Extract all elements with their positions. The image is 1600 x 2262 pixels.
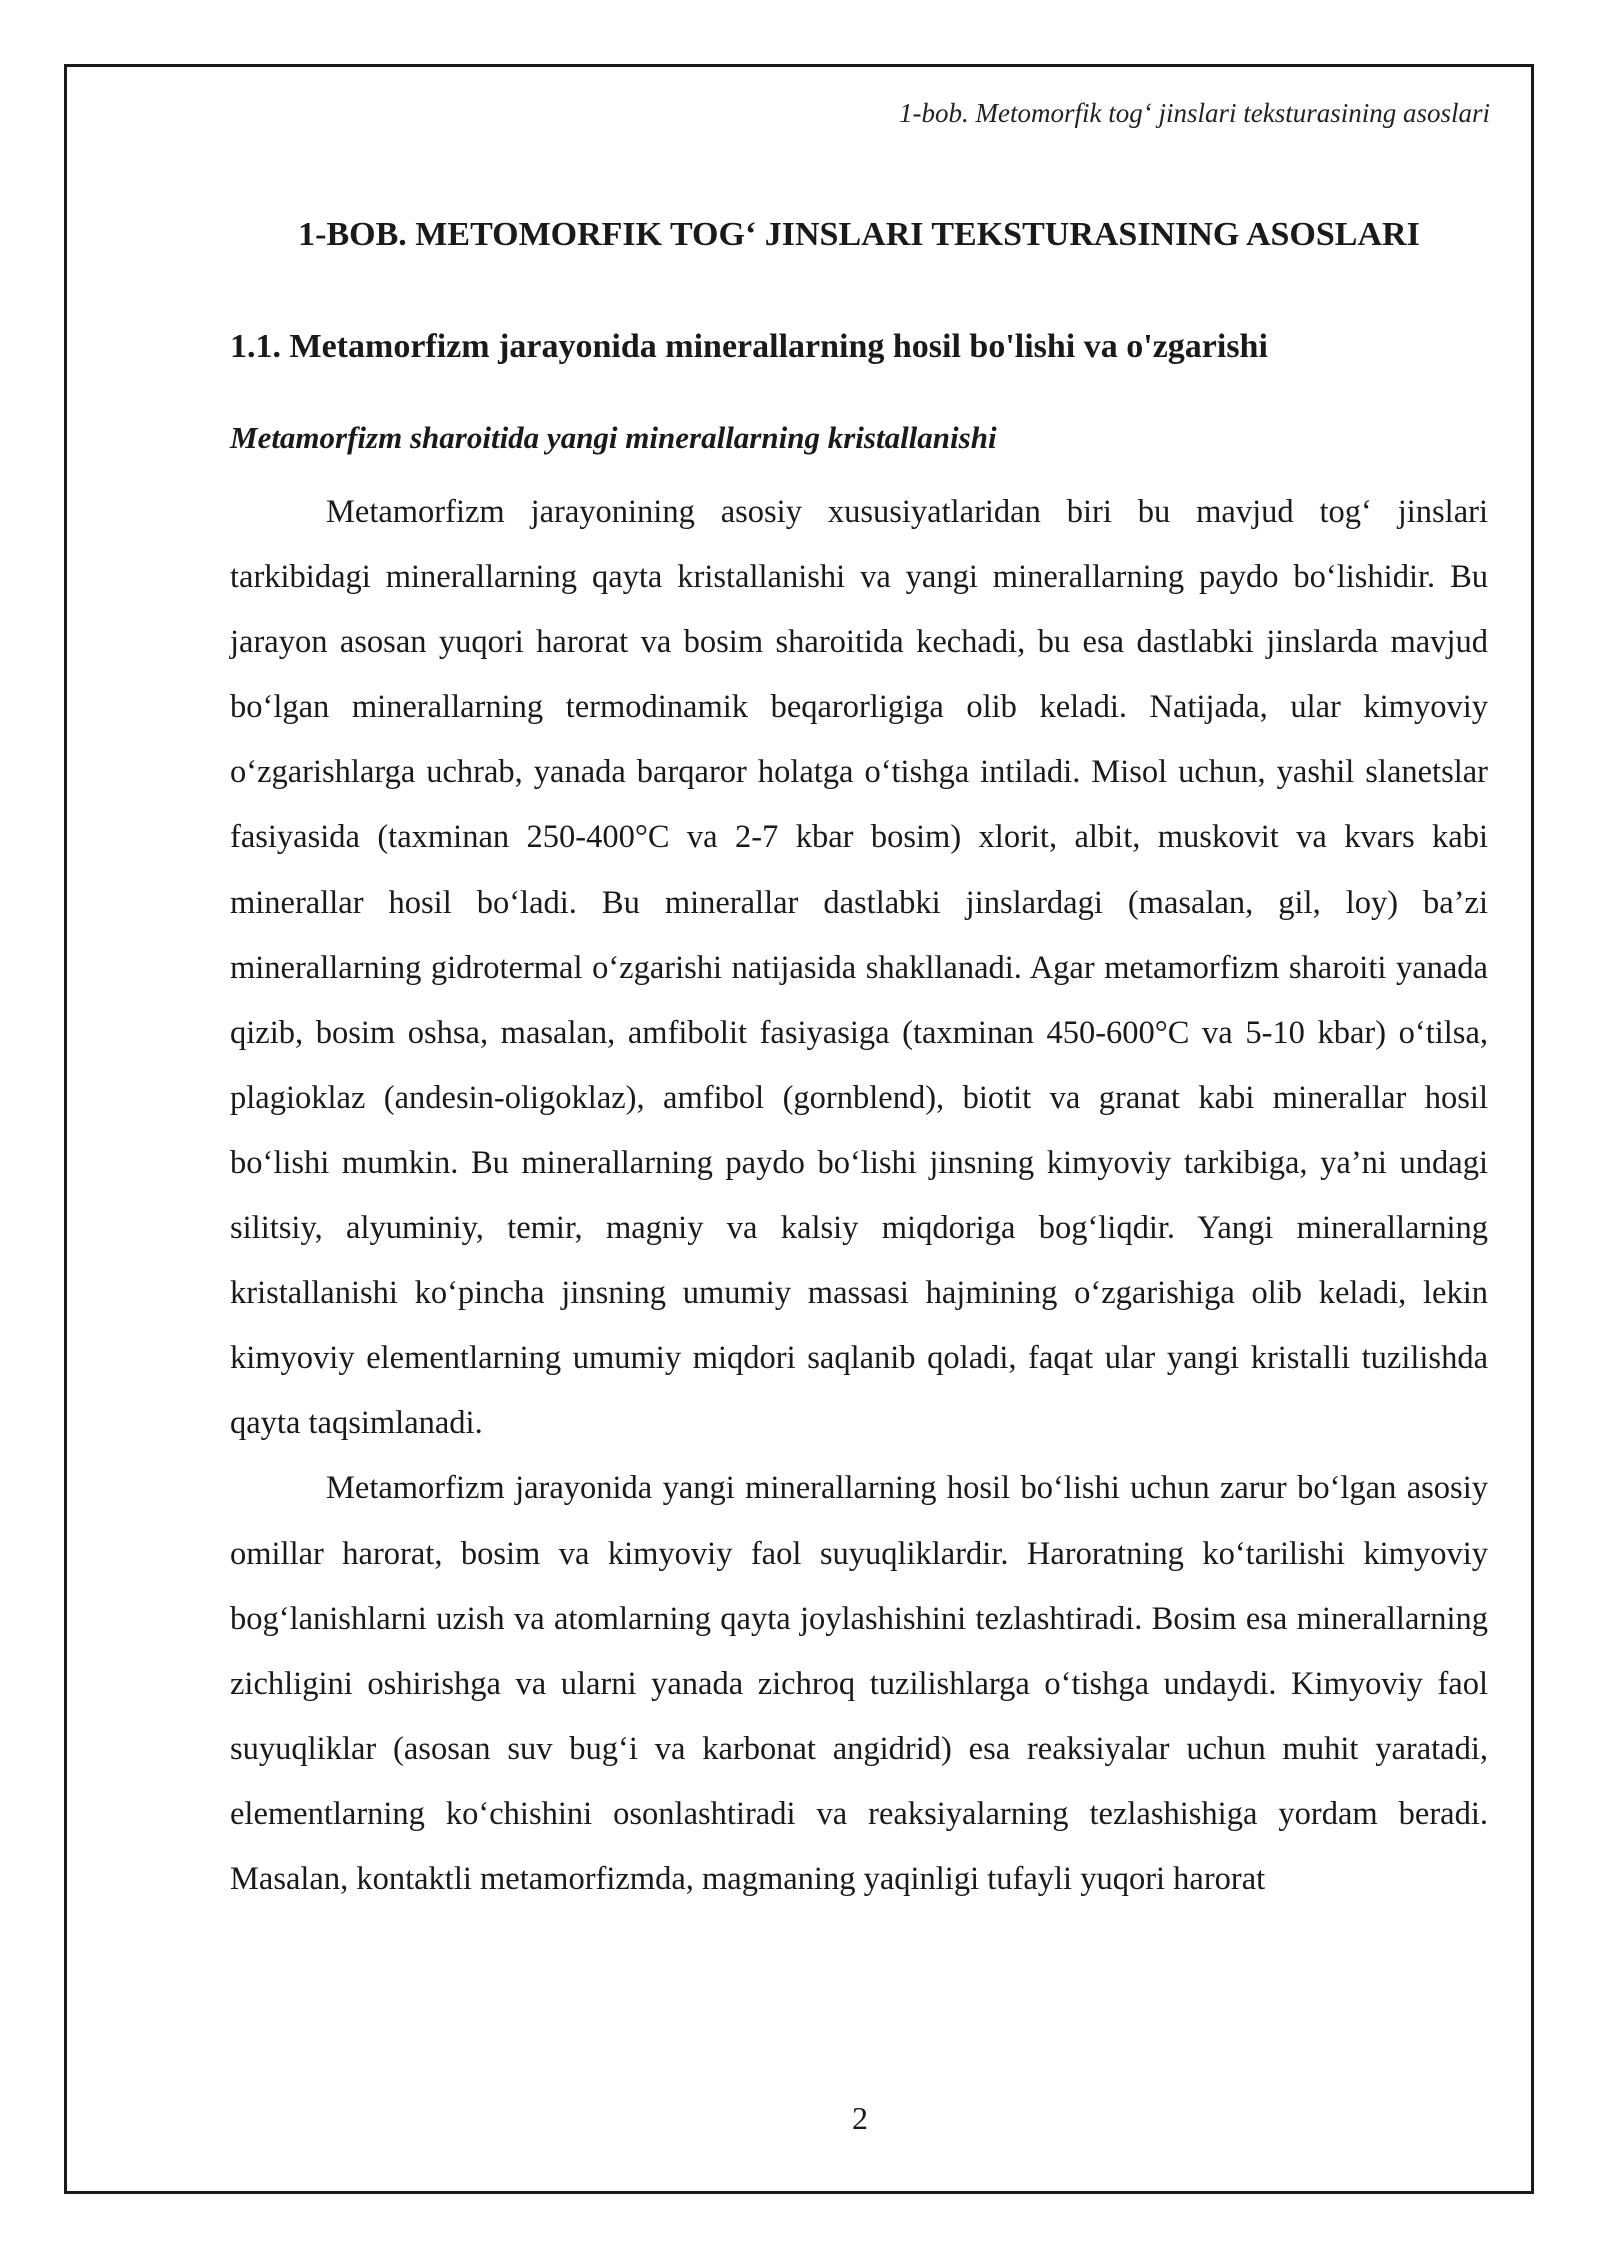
body-text [230, 480, 1488, 1912]
section-title: 1.1. Metamorfizm jarayonida minerallarning hosil bo'lishi va o'zgarishi [230, 328, 1268, 365]
paragraph-2: Metamorfizm jarayonida yangi minerallarning hosil bo‘lishi uchun zarur bo‘lgan asosiy omillar harorat, bosim va kimyoviy faol suyuqliklardir. Haroratning ko‘tarilishi kimyoviy bog‘lanishlarni uzish va atomlarning qayta joylashishini tezlashtiradi. Bosim esa minerallarning zichligini oshirishga va ularni yanada zichroq tuzilishlarga o‘tishga undaydi. Kimyoviy faol suyuqliklar (asosan suv bug‘i va karbonat angidrid) esa reaksiyalar uchun muhit yaratadi, elementlarning ko‘chishini osonlashtiradi va reaksiyalarning tezlashishiga yordam beradi. Masalan, kontaktli metamorfizmda, magmaning yaqinligi tufayli yuqori harorat [230, 1470, 1488, 1897]
running-header: 1-bob. Metomorfik tog‘ jinslari teksturasining asoslari [899, 98, 1490, 128]
subsection-title: Metamorfizm sharoitida yangi minerallarning kristallanishi [230, 420, 997, 455]
chapter-title: 1-BOB. METOMORFIK TOG‘ JINSLARI TEKSTURASINING ASOSLARI [298, 216, 1420, 253]
page-number: 2 [852, 2100, 868, 2136]
paragraph-1: Metamorfizm jarayonining asosiy xususiyatlaridan biri bu mavjud tog‘ jinslari tarkibidagi minerallarning qayta kristallanishi va yangi minerallarning paydo bo‘lishidir. Bu jarayon asosan yuqori harorat va bosim sharoitida kechadi, bu esa dastlabki jinslarda mavjud bo‘lgan minerallarning termodinamik beqarorligiga olib keladi. Natijada, ular kimyoviy o‘zgarishlarga uchrab, yanada barqaror holatga o‘tishga intiladi. Misol uchun, yashil slanetslar fasiyasida (taxminan 250-400°C va 2-7 kbar bosim) xlorit, albit, muskovit va kvars kabi minerallar hosil bo‘ladi. Bu minerallar dastlabki jinslardagi (masalan, gil, loy) ba’zi minerallarning gidrotermal o‘zgarishi natijasida shakllanadi. Agar metamorfizm sharoiti yanada qizib, bosim oshsa, masalan, amfibolit fasiyasiga (taxminan 450-600°C va 5-10 kbar) o‘tilsa, plagioklaz (andesin-oligoklaz), amfibol (gornblend), biotit va granat kabi minerallar hosil bo‘lishi mumkin. Bu minerallarning paydo bo‘lishi jinsning kimyoviy tarkibiga, ya’ni undagi silitsiy, alyuminiy, temir, magniy va kalsiy miqdoriga bog‘liqdir. Yangi minerallarning kristallanishi ko‘pincha jinsning umumiy massasi hajmining o‘zgarishiga olib keladi, lekin kimyoviy elementlarning umumiy miqdori saqlanib qoladi, faqat ular yangi kristalli tuzilishda qayta taqsimlanadi. [230, 494, 1488, 1442]
